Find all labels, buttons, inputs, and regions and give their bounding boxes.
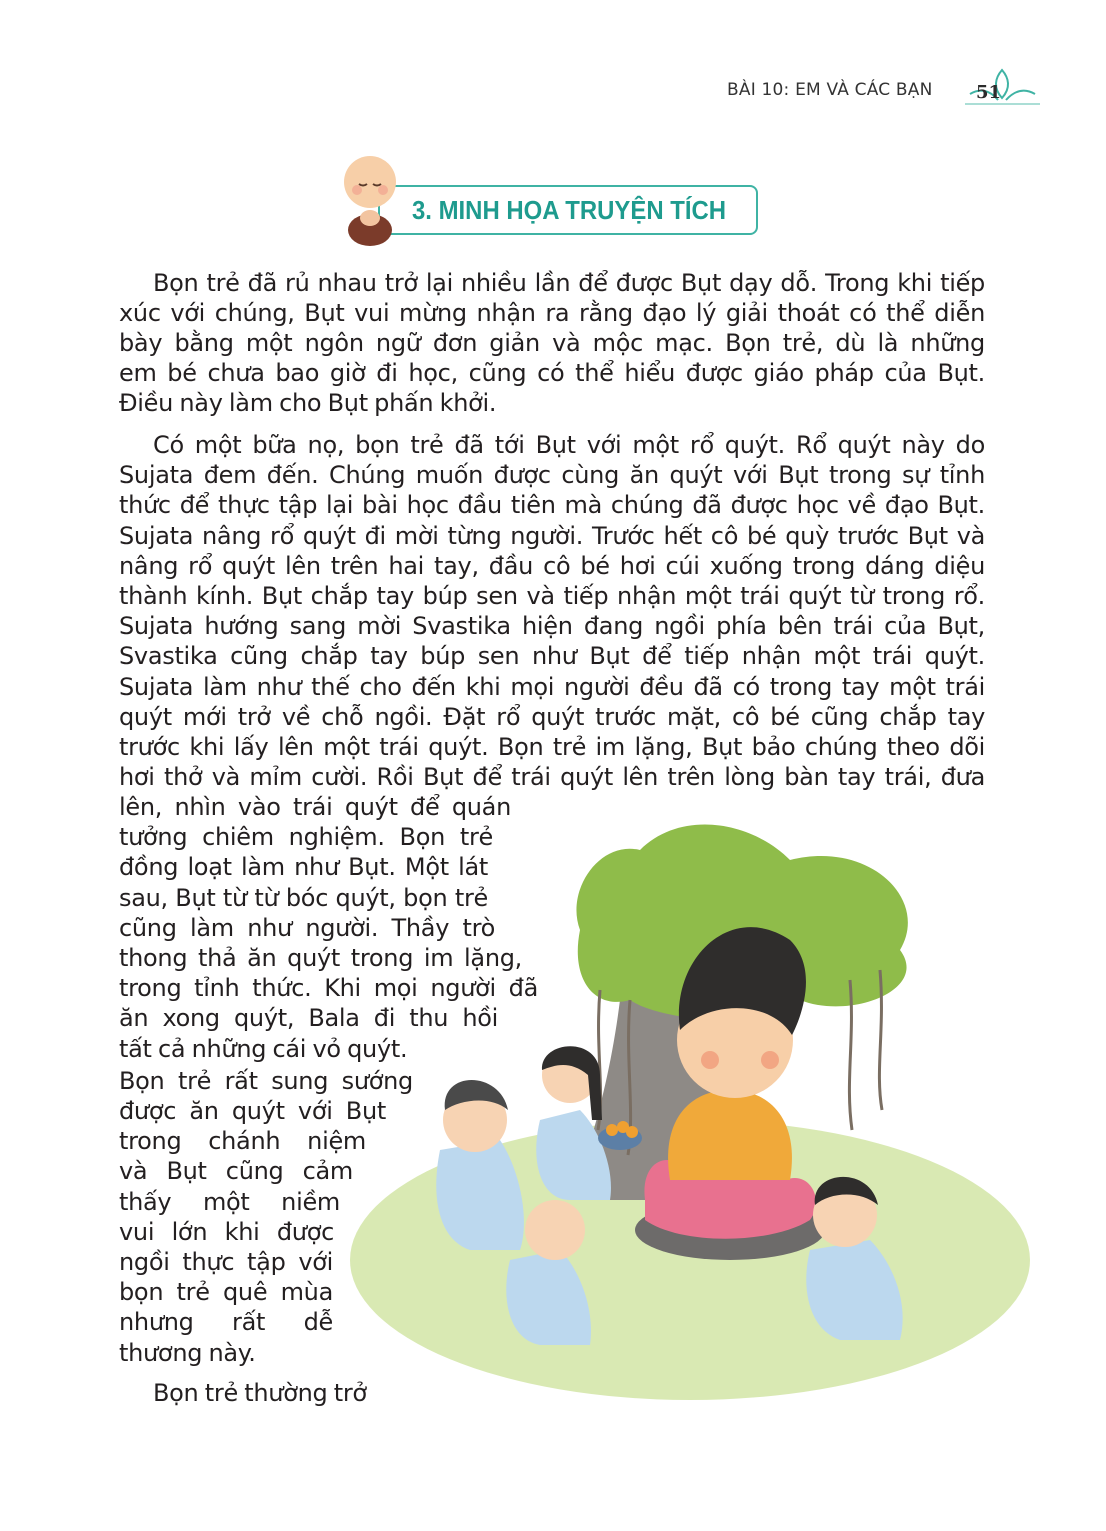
section-title: 3. MINH HỌA TRUYỆN TÍCH (412, 195, 727, 225)
text-line: thành kính. Bụt chắp tay búp sen và tiếp nhận một trái quýt từ trong rổ. (119, 582, 985, 610)
text-line: cũng làm như người. Thầy trò (119, 913, 495, 942)
text-line: tưởng chiêm nghiệm. Bọn trẻ (119, 823, 493, 852)
text-line: Sujata đem đến. Chúng muốn được cùng ăn quýt với Bụt trong sự tỉnh (119, 461, 985, 490)
text-line: xúc với chúng, Bụt vui mừng nhận ra rằng đạo lý giải thoát có thể diễn (119, 299, 985, 327)
text-line: tất cả những cái vỏ quýt. (119, 1034, 408, 1063)
text-line: Svastika cũng chắp tay búp sen như Bụt để tiếp nhận một trái quýt. (119, 642, 985, 671)
text-line: em bé chưa bao giờ đi học, cũng có thể hiểu được giáo pháp của Bụt. (119, 359, 985, 387)
text-line: ngồi thực tập với (119, 1248, 333, 1276)
text-line: bọn trẻ quê mùa (119, 1278, 333, 1307)
text-line: được ăn quýt với Bụt (119, 1097, 386, 1125)
monk-mascot-icon (335, 152, 405, 248)
text-line: lên, nhìn vào trái quýt để quán (119, 793, 511, 821)
text-line: thấy một niềm (119, 1187, 340, 1216)
text-line: sau, Bụt từ từ bóc quýt, bọn trẻ (119, 883, 488, 912)
text-line: thong thả ăn quýt trong im lặng, (119, 944, 522, 972)
text-line: Bọn trẻ thường trở (153, 1379, 367, 1407)
text-line: Điều này làm cho Bụt phấn khởi. (119, 389, 497, 417)
text-line: Sujata nâng rổ quýt đi mời từng người. Trước hết cô bé quỳ trước Bụt và (119, 521, 985, 550)
text-line: đồng loạt làm như Bụt. Một lát (119, 853, 488, 882)
text-line: thức để thực tập lại bài học đầu tiên mà chúng đã được học về đạo Bụt. (119, 491, 985, 520)
text-line: Sujata hướng sang mời Svastika hiện đang ngồi phía bên trái của Bụt, (119, 612, 985, 641)
text-line: Có một bữa nọ, bọn trẻ đã tới Bụt với một rổ quýt. Rổ quýt này do (153, 431, 985, 459)
text-line: trong chánh niệm (119, 1127, 366, 1156)
text-line: Sujata làm như thế cho đến khi mọi người đều đã có trong tay một trái (119, 672, 985, 701)
text-line: ăn xong quýt, Bala đi thu hồi (119, 1004, 498, 1033)
text-line: quýt mới trở về chỗ ngồi. Đặt rổ quýt trước mặt, cô bé cũng chắp tay (119, 702, 985, 731)
text-line: nâng rổ quýt lên trên hai tay, đầu cô bé hơi cúi xuống trong dáng diệu (119, 551, 985, 580)
text-line: Bọn trẻ rất sung sướng (119, 1066, 413, 1095)
text-line: bày bằng một ngôn ngữ đơn giản và mộc mạc. Bọn trẻ, dù là những (119, 329, 985, 357)
text-line: trước khi lấy lên một trái quýt. Bọn trẻ im lặng, Bụt bảo chúng theo dõi (119, 733, 985, 761)
lesson-header: BÀI 10: EM VÀ CÁC BẠN (727, 80, 933, 100)
text-line: hơi thở và mỉm cười. Rồi Bụt để trái quýt lên trên lòng bàn tay trái, đưa (119, 763, 985, 792)
text-line: vui lớn khi được (119, 1217, 334, 1246)
text-line: nhưng rất dễ (119, 1308, 333, 1337)
text-line: và Bụt cũng cảm (119, 1157, 353, 1186)
text-line: thương này. (119, 1338, 256, 1367)
page-number: 51 (976, 82, 1002, 103)
text-line: Bọn trẻ đã rủ nhau trở lại nhiều lần để được Bụt dạy dỗ. Trong khi tiếp (153, 269, 985, 297)
text-line: trong tỉnh thức. Khi mọi người đã (119, 974, 538, 1003)
